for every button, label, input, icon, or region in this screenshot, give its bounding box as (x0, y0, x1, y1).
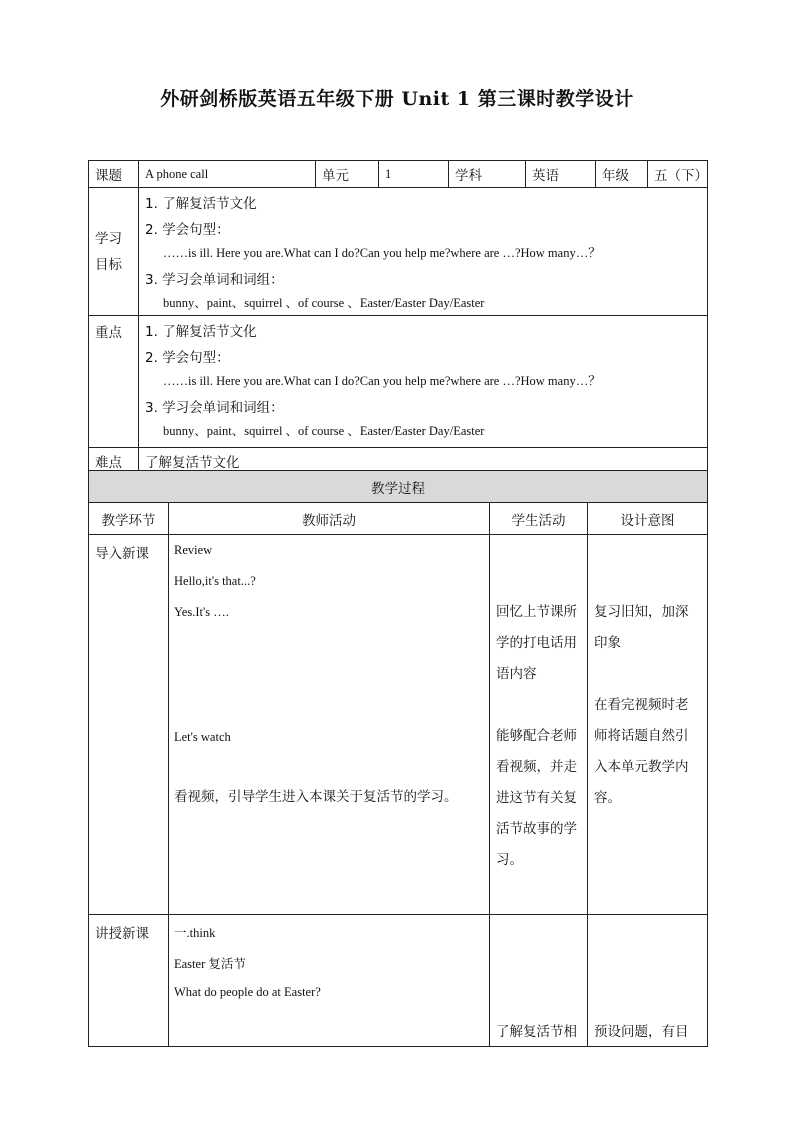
grade-value: 五（下） (648, 161, 708, 188)
intro-teacher-activity (169, 535, 490, 915)
subject-value: 英语 (526, 161, 596, 188)
watch-text: Let's watch (174, 730, 231, 744)
intro-design-intent: 复习旧知，加深 印象 在看完视频时老 师将话题自然引 入本单元教学内 容。 (588, 535, 708, 915)
unit-value: 1 (379, 161, 449, 188)
objectives-label: 学习 目标 (89, 188, 139, 316)
review-text: Review (174, 543, 213, 557)
page-title: 外研剑桥版英语五年级下册 Unit 1 第三课时教学设计 (160, 88, 634, 110)
unit-label: 单元 (316, 161, 379, 188)
difficulty-value: 了解复活节文化 (139, 448, 708, 475)
process-table (88, 470, 708, 1047)
col-intent-header: 设计意图 (588, 503, 708, 535)
subject-label: 学科 (449, 161, 526, 188)
intro-student-activity: 回忆上节课所 学的打电话用 语内容 能够配合老师 看视频，并走 进这节有关复 活节故事的学 习。 (490, 535, 588, 915)
key-point-item: 2. 学会句型： (145, 350, 230, 366)
objective-words: bunny、paint、squirrel 、of course 、Easter/Easter Day/Easter (163, 296, 485, 310)
new-lesson-design-intent: 预设问题，有目 (588, 915, 708, 1047)
question-text: What do people do at Easter? (174, 985, 321, 999)
key-point-item: 1. 了解复活节文化 (145, 324, 257, 340)
easter-text: Easter 复活节 (174, 957, 246, 971)
topic-value: A phone call (139, 161, 316, 188)
hello-text: Hello,it's that...? (174, 574, 256, 588)
objectives-content (139, 188, 708, 316)
col-student-header: 学生活动 (490, 503, 588, 535)
key-points-content (139, 316, 708, 448)
think-text: 一.think (174, 926, 216, 940)
key-point-item: 3. 学习会单词和词组： (145, 400, 284, 416)
intro-stage: 导入新课 (89, 535, 169, 915)
yes-text: Yes.It's …. (174, 605, 229, 619)
new-lesson-stage: 讲授新课 (89, 915, 169, 1047)
col-stage-header: 教学环节 (89, 503, 169, 535)
info-table (88, 160, 708, 475)
new-lesson-student-activity: 了解复活节相 (490, 915, 588, 1047)
difficulty-label: 难点 (89, 448, 139, 475)
objective-sentence: ……is ill. Here you are.What can I do?Can you help me?where are …?How many…？ (163, 246, 601, 260)
objective-item: 1. 了解复活节文化 (145, 196, 257, 212)
key-points-label: 重点 (89, 316, 139, 448)
objective-item: 2. 学会句型： (145, 222, 230, 238)
topic-label: 课题 (89, 161, 139, 188)
key-point-sentence: ……is ill. Here you are.What can I do?Can you help me?where are …?How many…？ (163, 374, 601, 388)
objective-item: 3. 学习会单词和词组： (145, 272, 284, 288)
key-point-words: bunny、paint、squirrel 、of course 、Easter/Easter Day/Easter (163, 424, 485, 438)
col-teacher-header: 教师活动 (169, 503, 490, 535)
process-heading: 教学过程 (89, 471, 708, 503)
video-text: 看视频，引导学生进入本课关于复活节的学习。 (174, 789, 458, 805)
grade-label: 年级 (596, 161, 648, 188)
new-lesson-teacher-activity (169, 915, 490, 1047)
